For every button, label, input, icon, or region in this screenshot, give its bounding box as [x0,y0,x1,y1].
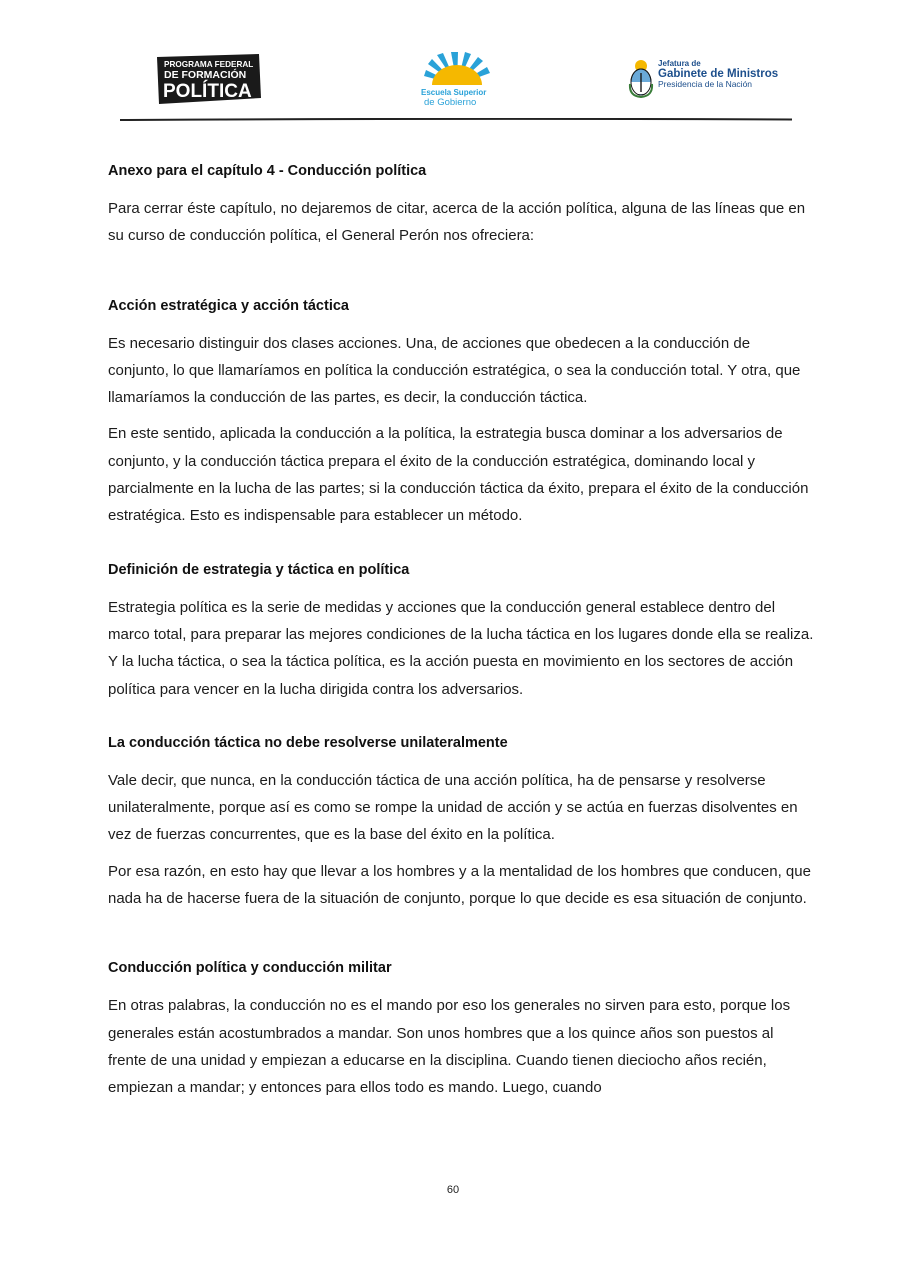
paragraph: Vale decir, que nunca, en la conducción táctica de una acción política, ha de pensarse y resolverse unilateralmente, porque así es como se rompe la unidad de acción y se actúa en fuerzas disolventes en vez de fuerzas concurrentes, que es la base del éxito en la política. [108,771,798,844]
escuela-superior-logo [420,52,494,108]
section-heading: Conducción política y conducción militar [108,960,392,977]
national-coat-of-arms-icon [628,58,654,98]
section-heading: Definición de estrategia y táctica en política [108,561,410,578]
presidencia-label: Presidencia de la Nación [658,79,753,90]
section-accion-estrategica [108,295,814,530]
section-conduccion-militar [108,957,814,1101]
section-heading: La conducción táctica no debe resolverse unilateralmente [108,734,508,751]
document-body [108,160,814,1102]
paragraph: Por esa razón, en esto hay que llevar a los hombres y a la mentalidad de los hombres que conducen, que nada ha de hacerse fuera de la situación de conjunto, porque lo que decide es esa situación de conjunto. [108,862,811,908]
programa-federal-logo [155,54,261,104]
gabinete-label: Gabinete de Ministros [658,68,779,81]
logo-line-1: PROGRAMA FEDERAL [164,60,254,69]
section-heading: Anexo para el capítulo 4 - Conducción política [108,163,427,179]
logo-line-3: POLÍTICA [163,81,252,102]
page-number: 60 [446,1184,460,1196]
header-divider [120,118,792,121]
escuela-line-2: de Gobierno [424,97,477,108]
section-conduccion-tactica [108,732,814,912]
paragraph: En este sentido, aplicada la conducción a la política, la estrategia busca dominar a los adversarios de conjunto, y la conducción táctica prepara el éxito de la conducción estratégica, dominando local y parcialmente en la lucha de las partes; si la conducción táctica da éxito, prepara el éxito de la conducción estratégica. Esto es indispensable para establecer un método. [108,425,809,525]
escuela-line-1: Escuela Superior [421,88,487,97]
section-definicion [108,559,814,703]
section-anexo [108,160,814,250]
paragraph: Es necesario distinguir dos clases acciones. Una, de acciones que obedecen a la conducción de conjunto, lo que llamaríamos en política la conducción estratégica, o sea la conducción total. Y otra, que llamaríamos la conducción de las partes, es decir, la conducción táctica. [108,334,801,407]
paragraph: Estrategia política es la serie de medidas y acciones que la conducción general establece dentro del marco total, para preparar las mejores condiciones de la lucha táctica en los lugares donde ella se realiza. Y la lucha táctica, o sea la táctica política, es la acción puesta en movimiento en los sectores de acción política para vencer en la lucha dirigida contra los adversarios. [108,598,814,698]
paragraph: En otras palabras, la conducción no es el mando por eso los generales no sirven para esto, porque los generales están acostumbrados a mandar. Son unos hombres que a los quince años son puestos al frente de una unidad y empiezan a educarse en la disciplina. Cuando tienen dieciocho años recién, empiezan a mandar; y entonces para ellos todo es mando. Luego, cuando [108,997,791,1097]
section-heading: Acción estratégica y acción táctica [108,297,349,314]
jefatura-label: Jefatura de [658,59,701,68]
page-header [0,0,906,130]
paragraph: Para cerrar éste capítulo, no dejaremos de citar, acerca de la acción política, alguna de las líneas que en su curso de conducción política, el General Perón nos ofreciera: [108,200,806,245]
jefatura-gabinete-logo [628,58,798,100]
logo-line-2: DE FORMACIÓN [164,69,247,81]
